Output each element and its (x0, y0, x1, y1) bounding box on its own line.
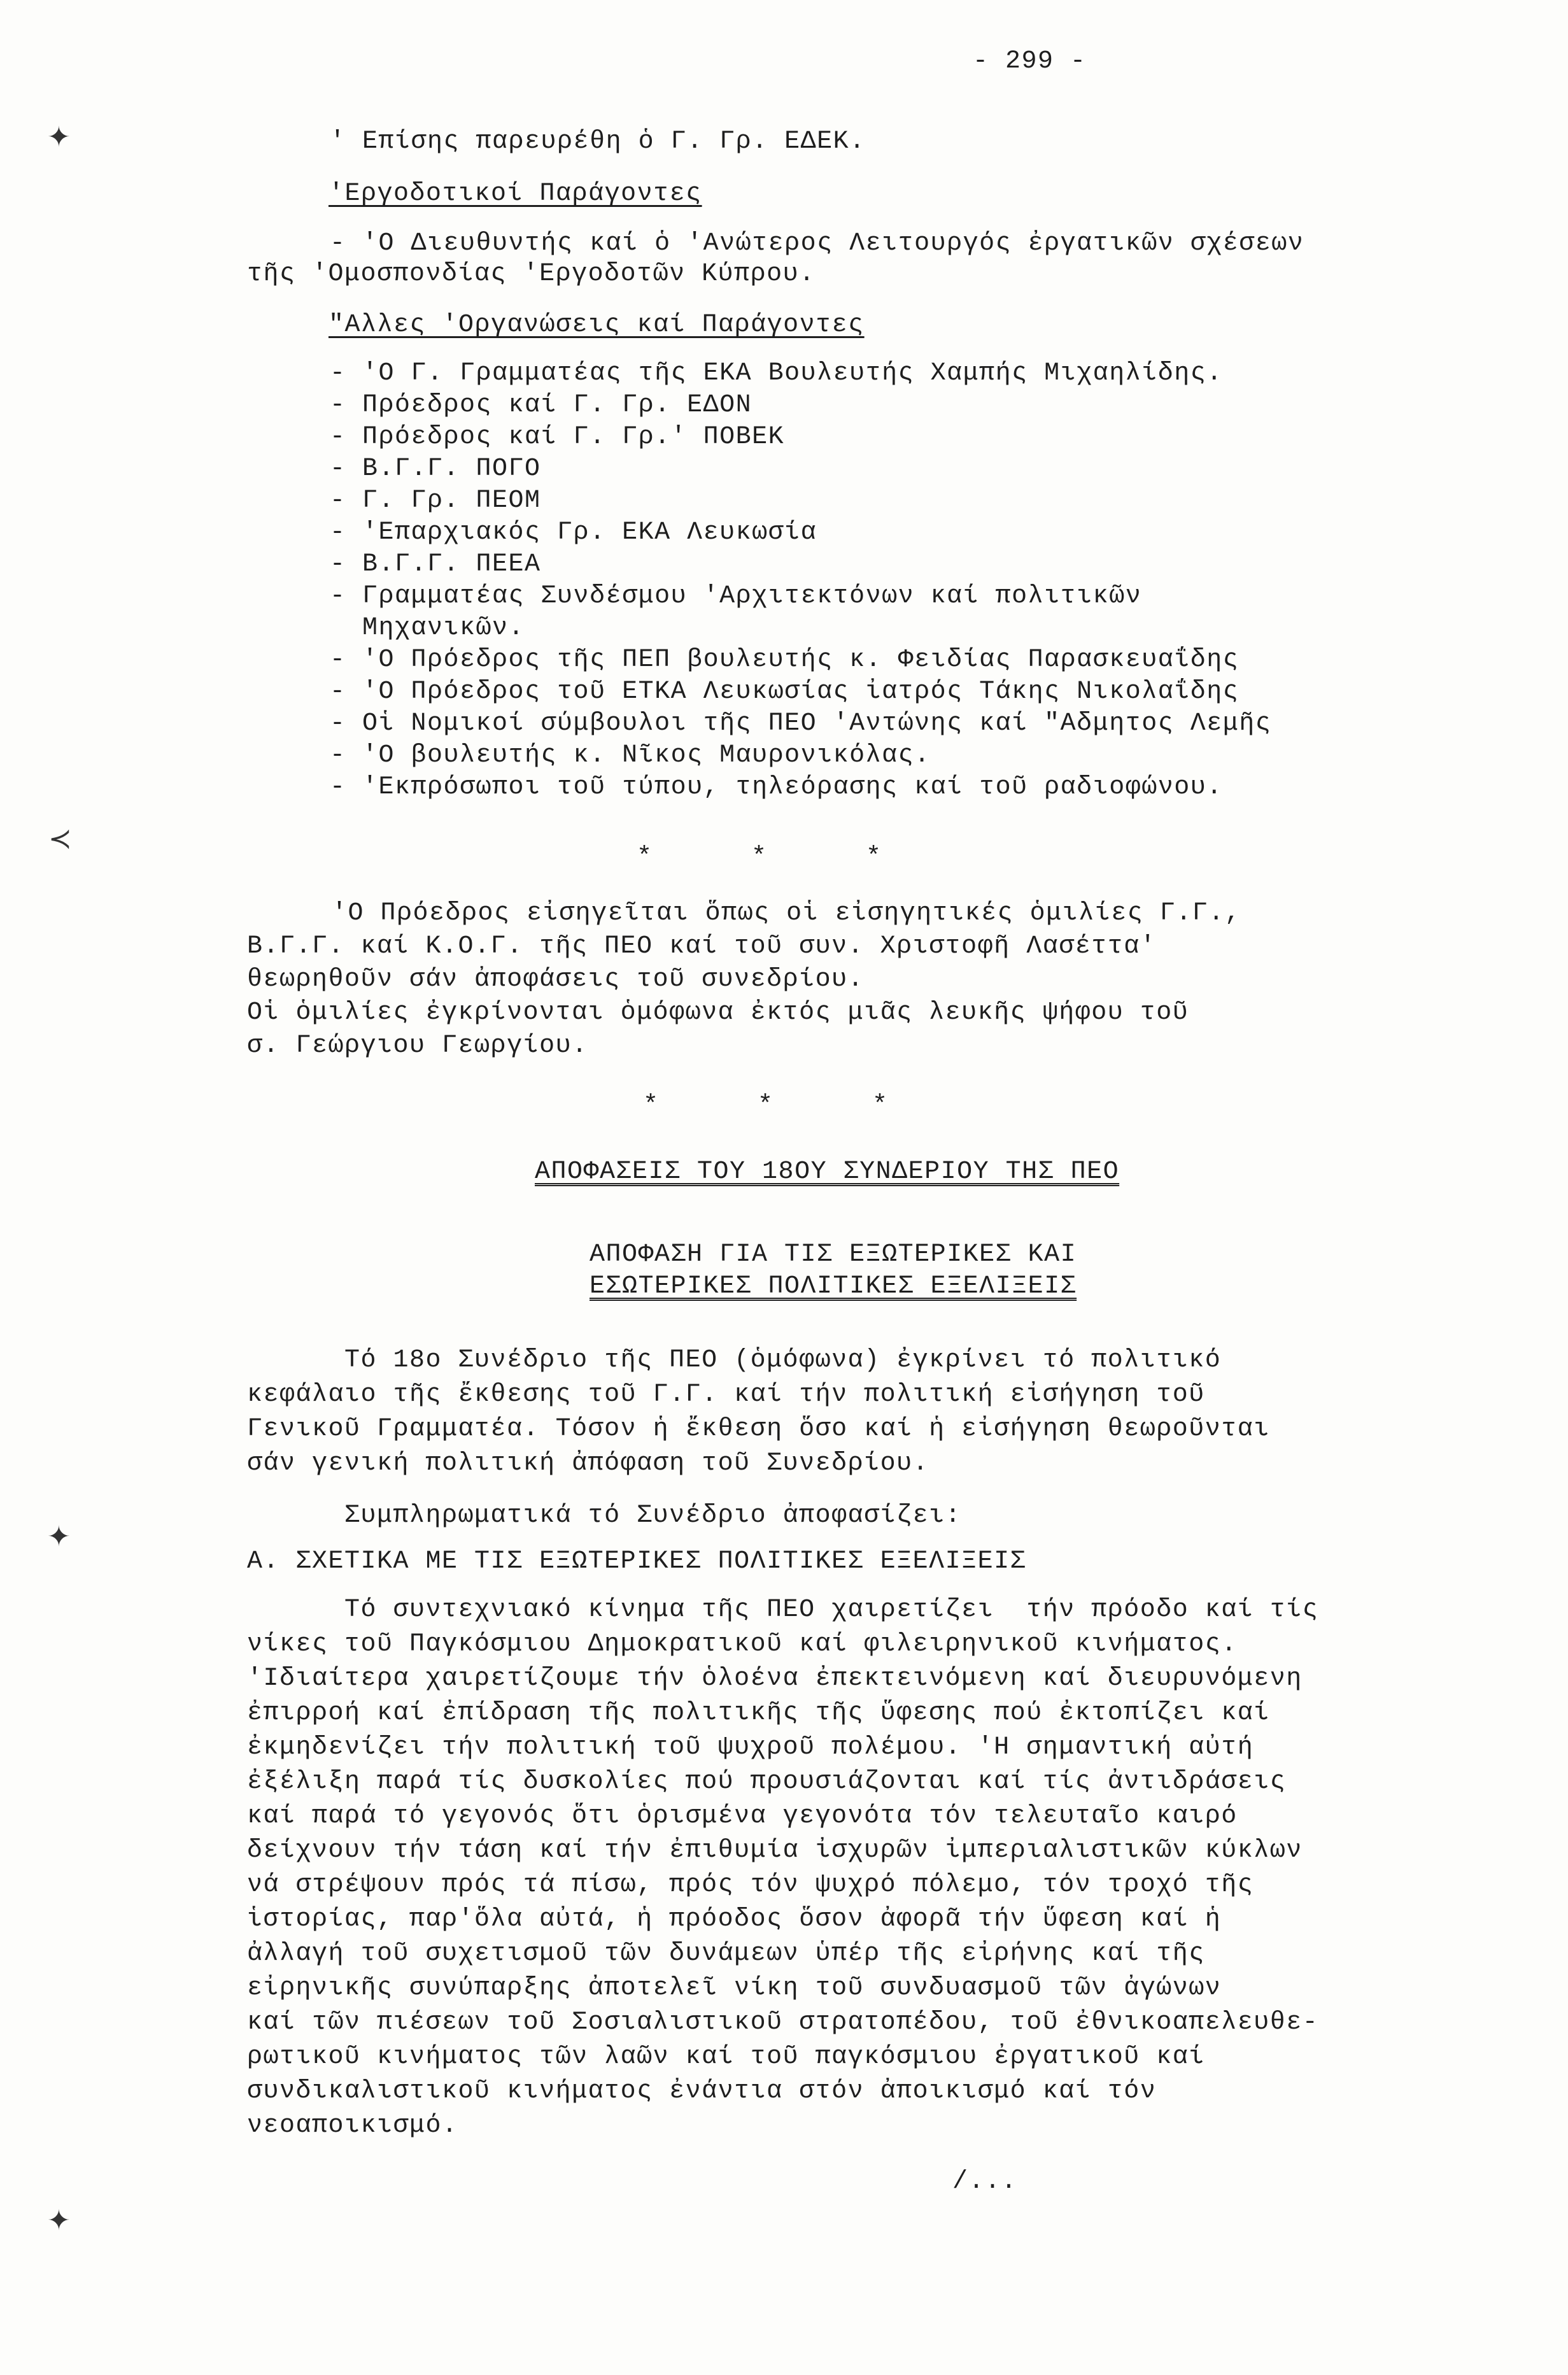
others-heading: "Αλλες 'Οργανώσεις καί Παράγοντες (328, 311, 865, 339)
paragraph1-line-2: κεφάλαιο τῆς ἔκθεσης τοῦ Γ.Γ. καί τήν πολιτική εἰσήγηση τοῦ (247, 1380, 1205, 1409)
section-a-heading: Α. ΣΧΕΤΙΚΑ ΜΕ ΤΙΣ ΕΞΩΤΕΡΙΚΕΣ ΠΟΛΙΤΙΚΕΣ ΕΞΕΛΙΞΕΙΣ (247, 1547, 1027, 1576)
margin-mark-2: ≺ (48, 823, 72, 855)
paragraph2: Συμπληρωματικά τό Συνέδριο ἀποφασίζει: (247, 1501, 962, 1530)
paragraph1-line-3: Γενικοῦ Γραμματέα. Τόσον ἡ ἔκθεση ὅσο καί ἡ εἰσήγηση θεωροῦνται (247, 1415, 1270, 1443)
separator-2: * * * (643, 1091, 892, 1120)
paragraph3-line-2: νίκες τοῦ Παγκόσμιου Δημοκρατικοῦ καί φιλειρηνικοῦ κινήματος. (247, 1630, 1238, 1659)
paragraph3-line-13: καί τῶν πιέσεων τοῦ Σοσιαλιστικοῦ στρατοπέδου, τοῦ ἐθνικοαπελευθε- (247, 2008, 1319, 2037)
paragraph3-line-5: ἐκμηδενίζει τήν πολιτική τοῦ ψυχροῦ πολέμου. 'Η σημαντική αὐτή (247, 1733, 1254, 1762)
others-item-11: - Οἱ Νομικοί σύμβουλοι τῆς ΠΕΟ 'Αντώνης καί "Αδμητος Λεμῆς (330, 709, 1272, 738)
decision-heading-line-2: ΕΣΩΤΕΡΙΚΕΣ ΠΟΛΙΤΙΚΕΣ ΕΞΕΛΙΞΕΙΣ (590, 1272, 1077, 1301)
session-line-4: Οἱ ὁμιλίες ἐγκρίνονται ὁμόφωνα ἐκτός μιᾶς λευκῆς ψήφου τοῦ (247, 998, 1189, 1027)
session-line-5: σ. Γεώργιου Γεωργίου. (247, 1032, 588, 1060)
paragraph3-line-7: καί παρά τό γεγονός ὅτι ὁρισμένα γεγονότα τόν τελευταῖο καιρό (247, 1802, 1238, 1831)
session-line-3: θεωρηθοῦν σάν ἀποφάσεις τοῦ συνεδρίου. (247, 965, 865, 994)
others-item-3: - Πρόεδρος καί Γ. Γρ.' ΠΟΒΕΚ (330, 423, 785, 451)
paragraph3-line-6: ἐξέλιξη παρά τίς δυσκολίες πού προυσιάζονται καί τίς ἀντιδράσεις (247, 1768, 1287, 1796)
paragraph3-line-8: δείχνουν τήν τάση καί τήν ἐπιθυμία ἰσχυρῶν ἰμπεριαλιστικῶν κύκλων (247, 1836, 1303, 1865)
paragraph3-line-15: συνδικαλιστικοῦ κινήματος ἐνάντια στόν ἀποικισμό καί τόν (247, 2077, 1157, 2106)
decision-heading-line-1: ΑΠΟΦΑΣΗ ΓΙΑ ΤΙΣ ΕΞΩΤΕΡΙΚΕΣ ΚΑΙ (590, 1240, 1077, 1269)
paragraph3-line-3: 'Ιδιαίτερα χαιρετίζουμε τήν ὁλοένα ἐπεκτεινόμενη καί διευρυνόμενη (247, 1664, 1303, 1693)
others-item-1: - 'Ο Γ. Γραμματέας τῆς ΕΚΑ Βουλευτής Χαμπής Μιχαηλίδης. (330, 359, 1223, 388)
others-item-12: - 'Ο βουλευτής κ. Νῖκος Μαυρονικόλας. (330, 741, 931, 770)
employers-line-1: - 'Ο Διευθυντής καί ὁ 'Ανώτερος Λειτουργός ἐργατικῶν σχέσεων (330, 229, 1304, 258)
paragraph1-line-4: σάν γενική πολιτική ἀπόφαση τοῦ Συνεδρίου. (247, 1449, 929, 1478)
others-item-10: - 'Ο Πρόεδρος τοῦ ΕΤΚΑ Λευκωσίας ἰατρός Τάκης Νικολαΐδης (330, 677, 1240, 706)
paragraph3-line-16: νεοαποικισμό. (247, 2111, 458, 2140)
margin-mark-4: ✦ (47, 2204, 71, 2237)
paragraph3-line-4: ἐπιρροή καί ἐπίδραση τῆς πολιτικῆς τῆς ὕφεσης πού ἐκτοπίζει καί (247, 1699, 1270, 1727)
margin-mark-1: ✦ (47, 121, 71, 153)
separator-1: * * * (637, 843, 886, 872)
paragraph3-line-14: ρωτικοῦ κινήματος τῶν λαῶν καί τοῦ παγκόσμιου ἐργατικοῦ καί (247, 2043, 1205, 2071)
session-line-2: Β.Γ.Γ. καί Κ.Ο.Γ. τῆς ΠΕΟ καί τοῦ συν. Χριστοφῆ Λασέττα' (247, 932, 1157, 961)
session-line-1: 'Ο Πρόεδρος εἰσηγεῖται ὅπως οἱ εἰσηγητικές ὁμιλίες Γ.Γ., (299, 899, 1241, 928)
continuation-mark: /... (952, 2167, 1018, 2196)
paragraph3-line-1: Τό συντεχνιακό κίνημα τῆς ΠΕΟ χαιρετίζει τήν πρόοδο καί τίς (247, 1596, 1319, 1624)
paragraph3-line-11: ἀλλαγή τοῦ συχετισμοῦ τῶν δυνάμεων ὑπέρ τῆς εἰρήνης καί τῆς (247, 1939, 1205, 1968)
intro-line: ' Επίσης παρευρέθη ὁ Γ. Γρ. ΕΔΕΚ. (330, 127, 866, 156)
employers-line-2: τῆς 'Ομοσπονδίας 'Εργοδοτῶν Κύπρου. (247, 260, 816, 288)
others-item-8: - Γραμματέας Συνδέσμου 'Αρχιτεκτόνων καί πολιτικῶν (330, 582, 1142, 611)
employers-heading: 'Εργοδοτικοί Παράγοντες (328, 180, 702, 208)
others-item-8-cont: Μηχανικῶν. (330, 614, 525, 642)
decisions-title: ΑΠΟΦΑΣΕΙΣ ΤΟΥ 18ΟΥ ΣΥΝΔΕΡΙΟΥ ΤΗΣ ΠΕΟ (535, 1158, 1120, 1186)
paragraph1-line-1: Τό 18ο Συνέδριο τῆς ΠΕΟ (ὁμόφωνα) ἐγκρίνει τό πολιτικό (247, 1346, 1222, 1375)
others-item-2: - Πρόεδρος καί Γ. Γρ. ΕΔΟΝ (330, 391, 752, 420)
paragraph3-line-10: ἱστορίας, παρ'ὅλα αὐτά, ἡ πρόοδος ὅσον ἀφορᾶ τήν ὕφεση καί ἡ (247, 1905, 1222, 1934)
others-item-5: - Γ. Γρ. ΠΕΟΜ (330, 486, 541, 515)
paragraph3-line-12: εἰρηνικῆς συνύπαρξης ἀποτελεῖ νίκη τοῦ συνδυασμοῦ τῶν ἀγώνων (247, 1974, 1222, 2003)
others-item-13: - 'Εκπρόσωποι τοῦ τύπου, τηλεόρασης καί τοῦ ραδιοφώνου. (330, 773, 1223, 802)
others-item-6: - 'Επαρχιακός Γρ. ΕΚΑ Λευκωσία (330, 518, 817, 547)
margin-mark-3: ✦ (47, 1521, 71, 1553)
others-item-9: - 'Ο Πρόεδρος τῆς ΠΕΠ βουλευτής κ. Φειδίας Παρασκευαΐδης (330, 646, 1240, 674)
others-item-4: - Β.Γ.Γ. ΠΟΓΟ (330, 455, 541, 483)
paragraph3-line-9: νά στρέψουν πρός τά πίσω, πρός τόν ψυχρό πόλεμο, τόν τροχό τῆς (247, 1871, 1254, 1899)
page-number: - 299 - (973, 47, 1087, 76)
others-item-7: - Β.Γ.Γ. ΠΕΕΑ (330, 550, 541, 579)
